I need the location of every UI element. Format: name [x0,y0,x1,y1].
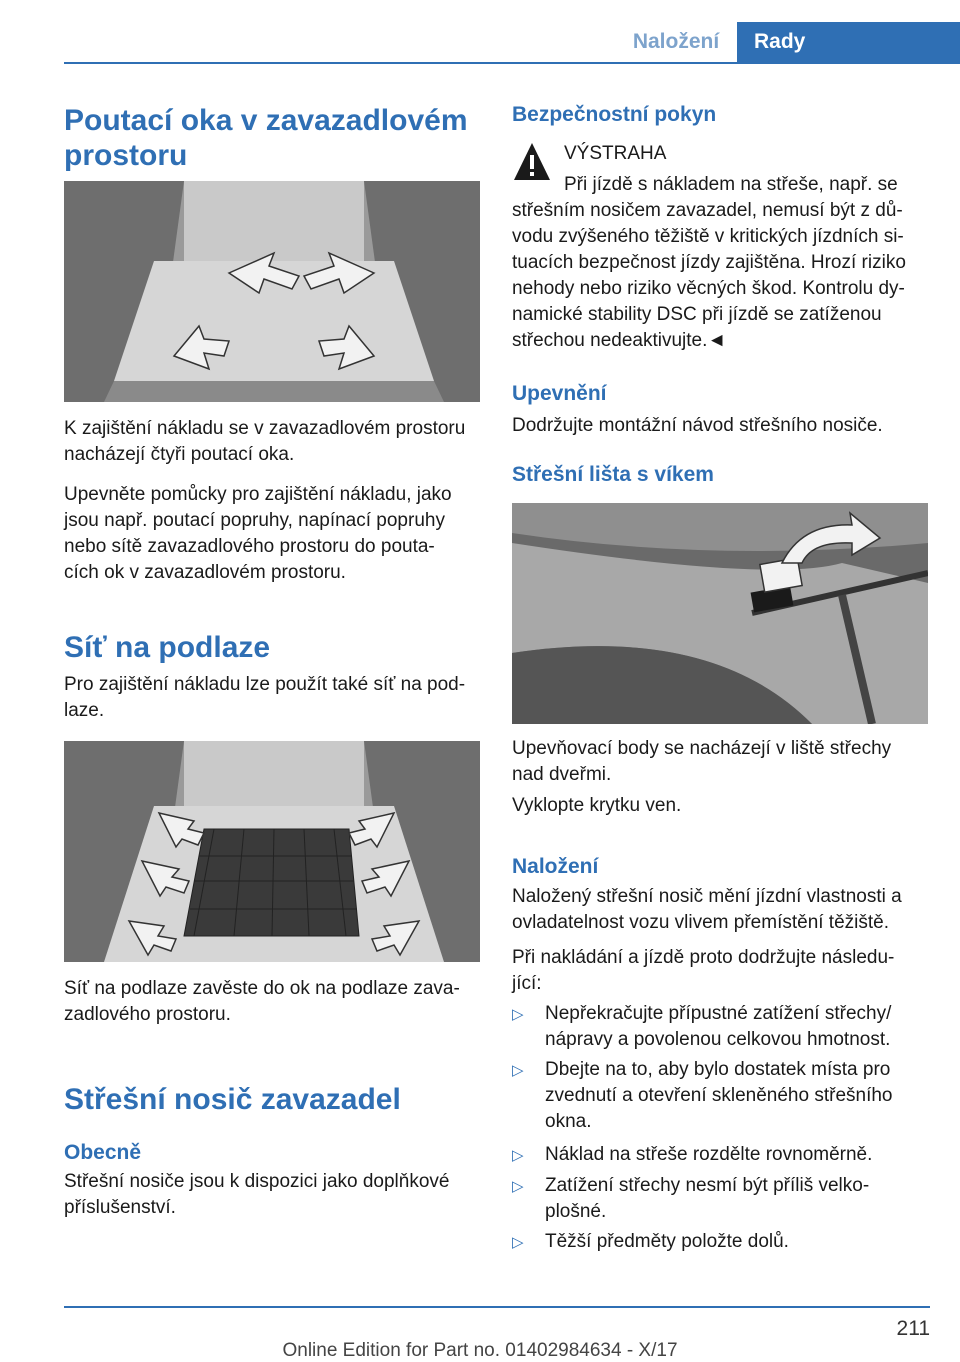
subsection-title-loading: Naložení [512,855,599,878]
list-item: ▷ Dbejte na to, aby bylo dostatek místa pro zvednutí a otevření skleněného střešního okna. [512,1057,932,1135]
list-item: ▷ Nepřekračujte přípustné zatížení střechy/ nápravy a povolenou celkovou hmotnost. [512,1001,932,1053]
paragraph-roof-rail-location: Upevňovací body se nacházejí v liště střechy nad dveřmi. [512,738,892,785]
paragraph-tie-down-usage: Upevněte pomůcky pro zajištění nákladu, jako jsou např. poutací popruhy, napínací popruhy nebo sítě zavazadlového prostoru do pouta- cích ok v zavazadlovém prostoru. [64,484,452,583]
subsection-title-safety: Bezpečnostní pokyn [512,103,717,126]
bullet-triangle-icon: ▷ [512,1178,524,1195]
subsection-title-general: Obecně [64,1141,142,1164]
paragraph-floor-net-hang: Síť na podlaze zavěste do ok na podlaze zava- zadlového prostoru. [64,978,460,1025]
floor-net-photo [64,741,480,962]
paragraph-roof-rack-general: Střešní nosiče jsou k dispozici jako doplňkové příslušenství. [64,1171,450,1218]
section-title-roof-rack: Střešní nosič zavazadel [64,1083,401,1116]
warning-text-line1: Při jízdě s nákladem na střeše, např. se [564,174,898,195]
cargo-eyes-photo [64,181,480,402]
paragraph-loading-rules: Při nakládání a jízdě proto dodržujte následu- jící: [512,947,895,994]
subsection-title-mounting: Upevnění [512,382,607,405]
bullet-triangle-icon: ▷ [512,1147,524,1164]
page-number: 211 [896,1317,930,1340]
warning-title: VÝSTRAHA [564,143,667,164]
paragraph-loading-effects: Naložený střešní nosič mění jízdní vlastnosti a ovladatelnost vozu vlivem přemístění těžiště. [512,886,902,933]
subsection-title-roof-rail: Střešní lišta s víkem [512,463,714,486]
paragraph-roof-rail-flip: Vyklopte krytku ven. [512,795,682,816]
list-item: ▷ Zatížení střechy nesmí být příliš velko- plošné. [512,1173,932,1225]
warning-text-body: střešním nosičem zavazadel, nemusí být z dů- vodu zvýšeného těžiště v kritických jízdních si- tuacích bezpečnost jízdy zajištěna. Hrozí riziko nehody nebo riziko věcných škod. Kontrolu dy- namické stability DSC při jízdě se zatíženou střechou nedeaktivujte.◄ [512,200,906,351]
paragraph-tie-down-intro: K zajištění nákladu se v zavazadlovém prostoru nacházejí čtyři poutací oka. [64,418,466,465]
roof-rail-photo [512,503,928,724]
footer-edition: Online Edition for Part no. 01402984634 - X/17 [282,1340,678,1361]
list-item: ▷ Těžší předměty položte dolů. [512,1229,932,1256]
tab-nalozeni[interactable]: Naložení [632,30,720,53]
header-divider [64,62,960,64]
footer-divider [64,1306,930,1308]
paragraph-floor-net-intro: Pro zajištění nákladu lze použít také síť na pod- laze. [64,674,466,721]
paragraph-mounting: Dodržujte montážní návod střešního nosiče. [512,415,883,436]
bullet-triangle-icon: ▷ [512,1006,524,1023]
bullet-triangle-icon: ▷ [512,1062,524,1079]
section-title-tie-down-eyes: Poutací oka v zavazadlovém prostoru [64,104,468,172]
tab-rady[interactable]: Rady [737,22,960,62]
list-item: ▷ Náklad na střeše rozdělte rovnoměrně. [512,1142,932,1169]
warning-triangle-icon [512,140,552,184]
section-title-floor-net: Síť na podlaze [64,631,271,664]
bullet-triangle-icon: ▷ [512,1234,524,1251]
